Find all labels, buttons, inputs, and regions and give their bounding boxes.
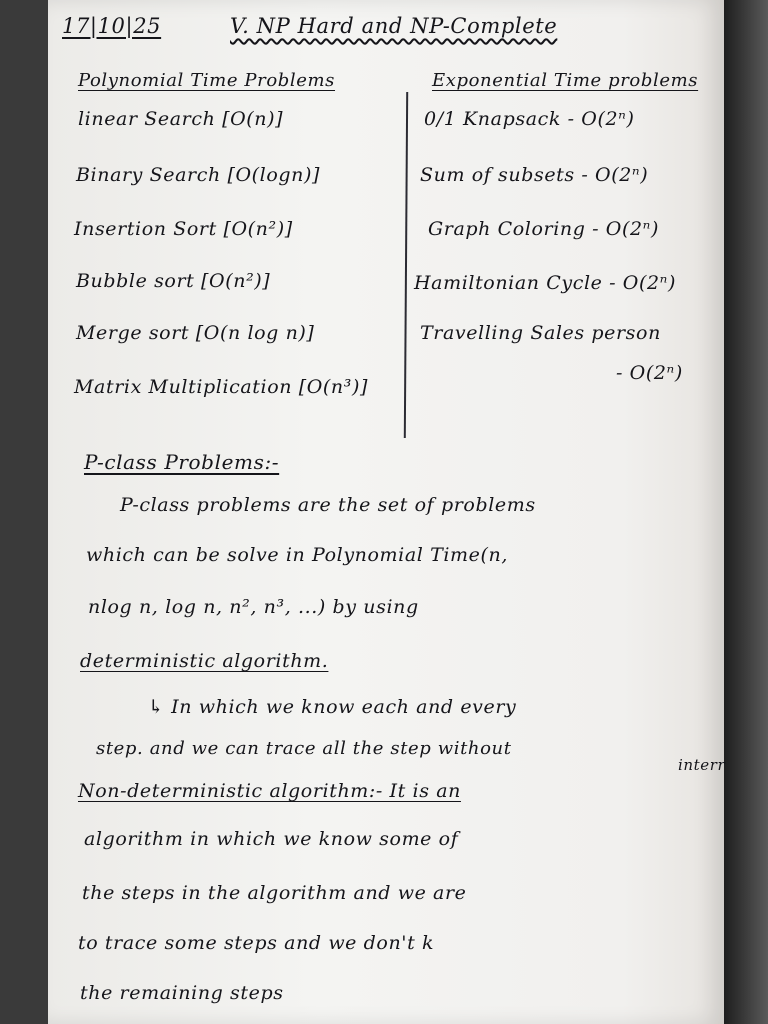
right-item-travelling-salesperson-complexity: - O(2ⁿ)	[616, 362, 683, 384]
p-class-heading: P-class Problems:-	[84, 450, 280, 474]
note-line-2: which can be solve in Polynomial Time(n,	[86, 544, 508, 566]
right-item-knapsack: 0/1 Knapsack - O(2ⁿ)	[424, 108, 635, 130]
left-column-heading: Polynomial Time Problems	[78, 70, 336, 91]
right-item-graph-coloring: Graph Coloring - O(2ⁿ)	[428, 218, 659, 240]
page-edge-shadow	[724, 0, 768, 1024]
left-item-merge-sort: Merge sort [O(n log n)]	[76, 322, 315, 344]
note-line-1: P-class problems are the set of problems	[120, 494, 536, 516]
note-line-10: to trace some steps and we don't k	[78, 932, 435, 954]
left-item-matrix-multiplication: Matrix Multiplication [O(n³)]	[74, 376, 369, 398]
note-line-4: deterministic algorithm.	[80, 650, 329, 672]
note-line-8: algorithm in which we know some of	[84, 828, 459, 850]
note-line-11: the remaining steps	[80, 982, 284, 1004]
right-item-travelling-salesperson: Travelling Sales person	[420, 322, 661, 344]
note-line-9: the steps in the algorithm and we are	[82, 882, 467, 904]
page-date: 17|10|25	[62, 14, 162, 38]
right-item-hamiltonian-cycle: Hamiltonian Cycle - O(2ⁿ)	[414, 272, 676, 294]
note-line-7: Non-deterministic algorithm:- It is an	[78, 780, 461, 802]
left-item-linear-search: linear Search [O(n)]	[78, 108, 284, 130]
page-title: V. NP Hard and NP-Complete	[230, 14, 558, 38]
margin-note: interr	[678, 756, 726, 774]
right-column-heading: Exponential Time problems	[432, 70, 699, 91]
left-item-insertion-sort: Insertion Sort [O(n²)]	[74, 218, 293, 240]
note-line-6: step. and we can trace all the step without	[96, 738, 512, 759]
note-line-3: nlog n, log n, n², n³, ...) by using	[88, 596, 419, 618]
left-item-bubble-sort: Bubble sort [O(n²)]	[76, 270, 271, 292]
right-item-sum-of-subsets: Sum of subsets - O(2ⁿ)	[420, 164, 649, 186]
note-line-5: ↳ In which we know each and every	[148, 696, 517, 718]
left-item-binary-search: Binary Search [O(logn)]	[76, 164, 320, 186]
